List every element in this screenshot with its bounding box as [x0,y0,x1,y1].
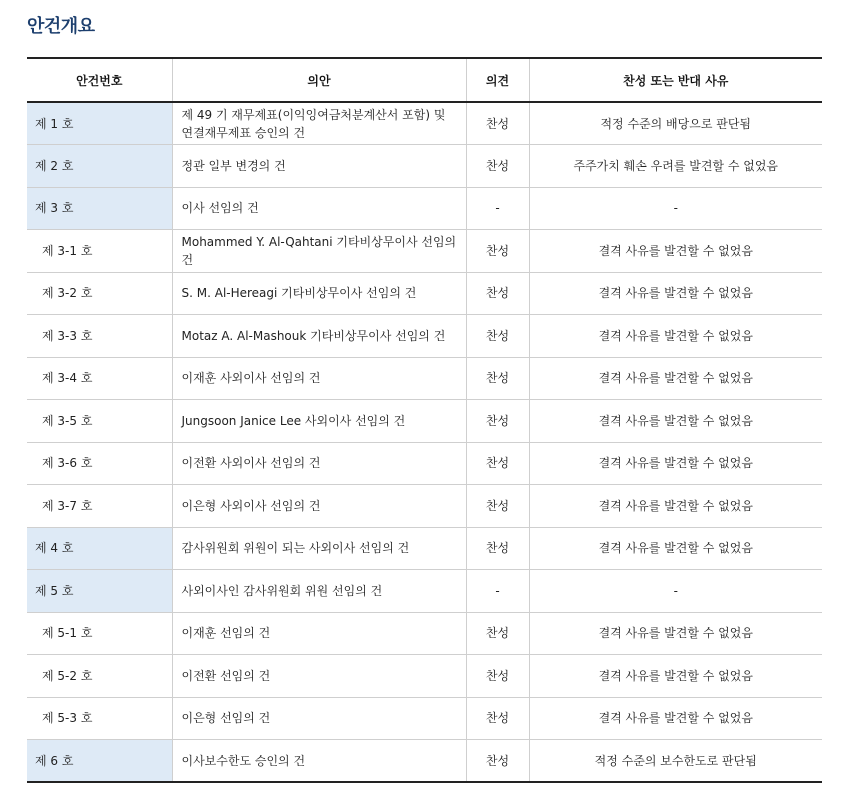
reason-cell: 결격 사유를 발견할 수 없었음 [529,400,822,443]
agenda-number-cell: 제 4 호 [27,527,172,570]
reason-cell: 결격 사유를 발견할 수 없었음 [529,230,822,273]
table-row [27,697,822,740]
table-row [27,357,822,400]
agenda-number-cell: 제 3-6 호 [27,442,172,485]
reason-cell: 적정 수준의 보수한도로 판단됨 [529,740,822,783]
agenda-number-cell: 제 1 호 [27,102,172,145]
table-row [27,527,822,570]
header-agenda: 의안 [172,58,466,102]
agenda-number-cell: 제 5 호 [27,570,172,613]
table-row [27,102,822,145]
agenda-number-cell: 제 2 호 [27,145,172,188]
reason-cell: 결격 사유를 발견할 수 없었음 [529,357,822,400]
agenda-number-cell: 제 5-3 호 [27,697,172,740]
agenda-number-cell: 제 5-1 호 [27,612,172,655]
opinion-cell: 찬성 [466,400,529,443]
reason-cell: 결격 사유를 발견할 수 없었음 [529,697,822,740]
table-row [27,485,822,528]
table-row [27,570,822,613]
table-body [27,102,822,782]
opinion-cell: 찬성 [466,102,529,145]
agenda-number-cell: 제 6 호 [27,740,172,783]
table-row [27,655,822,698]
table-row [27,187,822,230]
agenda-title-cell: 이사 선임의 건 [172,187,466,230]
table-row [27,315,822,358]
agenda-title-cell: 이재훈 선임의 건 [172,612,466,655]
agenda-number-cell: 제 3-3 호 [27,315,172,358]
reason-cell: - [529,187,822,230]
reason-cell: 결격 사유를 발견할 수 없었음 [529,655,822,698]
reason-cell: 주주가치 훼손 우려를 발견할 수 없었음 [529,145,822,188]
agenda-title-cell: 사외이사인 감사위원회 위원 선임의 건 [172,570,466,613]
agenda-table [27,57,822,783]
opinion-cell: 찬성 [466,740,529,783]
agenda-title-cell: Mohammed Y. Al-Qahtani 기타비상무이사 선임의 건 [172,230,466,273]
agenda-title-cell: S. M. Al-Hereagi 기타비상무이사 선임의 건 [172,272,466,315]
agenda-title-cell: 정관 일부 변경의 건 [172,145,466,188]
reason-cell: 결격 사유를 발견할 수 없었음 [529,612,822,655]
agenda-number-cell: 제 3-2 호 [27,272,172,315]
reason-cell: - [529,570,822,613]
agenda-title-cell: 이전환 선임의 건 [172,655,466,698]
agenda-title-cell: 이재훈 사외이사 선임의 건 [172,357,466,400]
opinion-cell: - [466,570,529,613]
opinion-cell: 찬성 [466,272,529,315]
reason-cell: 결격 사유를 발견할 수 없었음 [529,442,822,485]
agenda-number-cell: 제 3-5 호 [27,400,172,443]
opinion-cell: 찬성 [466,315,529,358]
opinion-cell: 찬성 [466,655,529,698]
agenda-title-cell: Jungsoon Janice Lee 사외이사 선임의 건 [172,400,466,443]
agenda-title-cell: 감사위원회 위원이 되는 사외이사 선임의 건 [172,527,466,570]
table-header-row [27,58,822,102]
opinion-cell: 찬성 [466,527,529,570]
page-title: 안건개요 [27,16,95,37]
table-row [27,442,822,485]
header-opinion: 의견 [466,58,529,102]
agenda-title-cell: 제 49 기 재무제표(이익잉여금처분계산서 포함) 및 연결재무제표 승인의 건 [172,102,466,145]
table-row [27,230,822,273]
opinion-cell: 찬성 [466,485,529,528]
reason-cell: 결격 사유를 발견할 수 없었음 [529,272,822,315]
opinion-cell: 찬성 [466,612,529,655]
table-row [27,612,822,655]
agenda-number-cell: 제 5-2 호 [27,655,172,698]
table-row [27,272,822,315]
opinion-cell: 찬성 [466,357,529,400]
agenda-number-cell: 제 3 호 [27,187,172,230]
agenda-title-cell: 이은형 사외이사 선임의 건 [172,485,466,528]
agenda-title-cell: Motaz A. Al-Mashouk 기타비상무이사 선임의 건 [172,315,466,358]
reason-cell: 결격 사유를 발견할 수 없었음 [529,315,822,358]
agenda-title-cell: 이전환 사외이사 선임의 건 [172,442,466,485]
opinion-cell: 찬성 [466,230,529,273]
reason-cell: 결격 사유를 발견할 수 없었음 [529,527,822,570]
header-agenda-number: 안건번호 [27,58,172,102]
agenda-number-cell: 제 3-4 호 [27,357,172,400]
table-row [27,740,822,783]
table-row [27,145,822,188]
opinion-cell: 찬성 [466,697,529,740]
agenda-title-cell: 이사보수한도 승인의 건 [172,740,466,783]
opinion-cell: 찬성 [466,442,529,485]
reason-cell: 적정 수준의 배당으로 판단됨 [529,102,822,145]
opinion-cell: 찬성 [466,145,529,188]
agenda-number-cell: 제 3-7 호 [27,485,172,528]
agenda-number-cell: 제 3-1 호 [27,230,172,273]
opinion-cell: - [466,187,529,230]
table-row [27,400,822,443]
header-reason: 찬성 또는 반대 사유 [529,58,822,102]
agenda-title-cell: 이은형 선임의 건 [172,697,466,740]
reason-cell: 결격 사유를 발견할 수 없었음 [529,485,822,528]
